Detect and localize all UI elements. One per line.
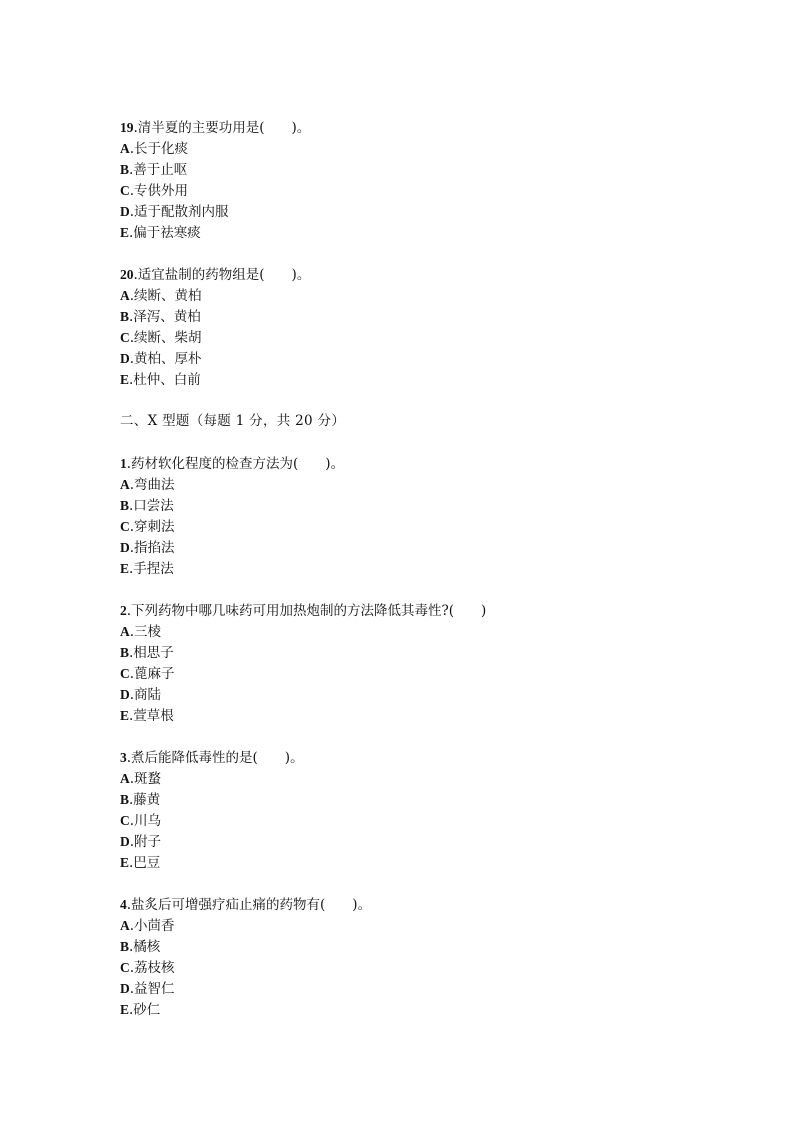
question-stem — [120, 747, 680, 768]
spacer — [120, 243, 680, 264]
option-b — [120, 642, 680, 663]
question-text: .清半夏的主要功用是( )。 — [133, 120, 311, 136]
option-a — [120, 915, 680, 936]
section-heading: 二、X 型题（每题 1 分，共 20 分） — [120, 413, 346, 429]
option-text: .萱草根 — [129, 708, 174, 724]
option-letter: D — [120, 981, 130, 996]
option-letter: B — [120, 939, 130, 954]
option-b — [120, 306, 680, 327]
option-letter: B — [120, 309, 130, 324]
option-e — [120, 369, 680, 390]
question-1 — [120, 453, 680, 579]
option-text: .三棱 — [129, 624, 162, 640]
question-number: 20 — [120, 267, 134, 282]
option-b — [120, 789, 680, 810]
option-letter: A — [120, 288, 130, 303]
option-letter: B — [120, 792, 130, 807]
option-letter: A — [120, 771, 130, 786]
option-c — [120, 663, 680, 684]
option-letter: E — [120, 372, 130, 387]
option-text: .续断、柴胡 — [129, 330, 202, 346]
option-c — [120, 327, 680, 348]
question-20 — [120, 264, 680, 390]
option-text: .小茴香 — [129, 918, 175, 934]
option-c — [120, 810, 680, 831]
option-d — [120, 348, 680, 369]
option-text: .口尝法 — [129, 498, 174, 514]
option-letter: E — [120, 225, 130, 240]
question-number: 19 — [120, 120, 134, 135]
option-text: .砂仁 — [129, 1002, 161, 1018]
question-stem — [120, 264, 680, 285]
option-text: .专供外用 — [129, 183, 189, 199]
question-stem — [120, 453, 680, 474]
option-text: .适于配散剂内服 — [129, 204, 229, 220]
option-letter: C — [120, 183, 130, 198]
option-text: .商陆 — [129, 687, 162, 703]
spacer — [120, 390, 680, 411]
option-text: .橘核 — [129, 939, 161, 955]
spacer — [120, 726, 680, 747]
option-a — [120, 285, 680, 306]
option-e — [120, 852, 680, 873]
option-text: .善于止呕 — [129, 162, 188, 178]
question-text: .药材软化程度的检查方法为( )。 — [126, 456, 345, 472]
option-letter: A — [120, 918, 130, 933]
option-text: .附子 — [129, 834, 162, 850]
option-text: .杜仲、白前 — [129, 372, 201, 388]
option-text: .相思子 — [129, 645, 174, 661]
option-letter: C — [120, 330, 130, 345]
option-letter: B — [120, 645, 130, 660]
option-letter: D — [120, 687, 130, 702]
option-letter: D — [120, 834, 130, 849]
option-letter: E — [120, 561, 130, 576]
option-letter: A — [120, 624, 130, 639]
spacer — [120, 579, 680, 600]
spacer — [120, 432, 680, 453]
option-letter: C — [120, 666, 130, 681]
question-text: .下列药物中哪几味药可用加热炮制的方法降低其毒性?( ) — [126, 603, 487, 619]
question-3 — [120, 747, 680, 873]
option-c — [120, 516, 680, 537]
option-e — [120, 222, 680, 243]
option-text: .巴豆 — [129, 855, 161, 871]
option-letter: E — [120, 855, 130, 870]
option-letter: C — [120, 813, 130, 828]
option-letter: D — [120, 204, 130, 219]
option-b — [120, 495, 680, 516]
option-e — [120, 558, 680, 579]
option-letter: C — [120, 960, 130, 975]
question-number: 1 — [120, 456, 127, 471]
option-text: .蓖麻子 — [129, 666, 175, 682]
question-text: .盐炙后可增强疗疝止痛的药物有( )。 — [126, 897, 372, 913]
option-text: .指掐法 — [129, 540, 175, 556]
option-text: .斑蝥 — [129, 771, 162, 787]
option-letter: C — [120, 519, 130, 534]
question-stem — [120, 894, 680, 915]
option-a — [120, 474, 680, 495]
option-letter: D — [120, 351, 130, 366]
question-text: .适宜盐制的药物组是( )。 — [133, 267, 311, 283]
option-d — [120, 537, 680, 558]
question-4 — [120, 894, 680, 1020]
option-text: .长于化痰 — [129, 141, 189, 157]
option-a — [120, 138, 680, 159]
question-stem — [120, 117, 680, 138]
option-text: .偏于祛寒痰 — [129, 225, 201, 241]
option-letter: E — [120, 708, 130, 723]
option-d — [120, 684, 680, 705]
option-text: .荔枝核 — [129, 960, 175, 976]
question-text: .煮后能降低毒性的是( )。 — [126, 750, 304, 766]
option-d — [120, 201, 680, 222]
spacer — [120, 873, 680, 894]
option-c — [120, 180, 680, 201]
option-b — [120, 936, 680, 957]
option-text: .泽泻、黄柏 — [129, 309, 201, 325]
question-number: 3 — [120, 750, 127, 765]
option-d — [120, 978, 680, 999]
option-b — [120, 159, 680, 180]
option-text: .益智仁 — [129, 981, 175, 997]
option-d — [120, 831, 680, 852]
option-text: .黄柏、厚朴 — [129, 351, 202, 367]
option-c — [120, 957, 680, 978]
question-19 — [120, 117, 680, 243]
option-a — [120, 768, 680, 789]
option-text: .穿刺法 — [129, 519, 175, 535]
question-number: 2 — [120, 603, 127, 618]
option-e — [120, 999, 680, 1020]
exam-content — [120, 117, 680, 1020]
option-text: .弯曲法 — [129, 477, 175, 493]
option-letter: A — [120, 477, 130, 492]
option-a — [120, 621, 680, 642]
option-letter: A — [120, 141, 130, 156]
option-letter: D — [120, 540, 130, 555]
option-text: .川乌 — [129, 813, 162, 829]
option-letter: E — [120, 1002, 130, 1017]
question-stem — [120, 600, 680, 621]
option-text: .手捏法 — [129, 561, 174, 577]
option-text: .藤黄 — [129, 792, 161, 808]
option-letter: B — [120, 162, 130, 177]
question-2 — [120, 600, 680, 726]
question-number: 4 — [120, 897, 127, 912]
option-e — [120, 705, 680, 726]
option-letter: B — [120, 498, 130, 513]
option-text: .续断、黄柏 — [129, 288, 202, 304]
